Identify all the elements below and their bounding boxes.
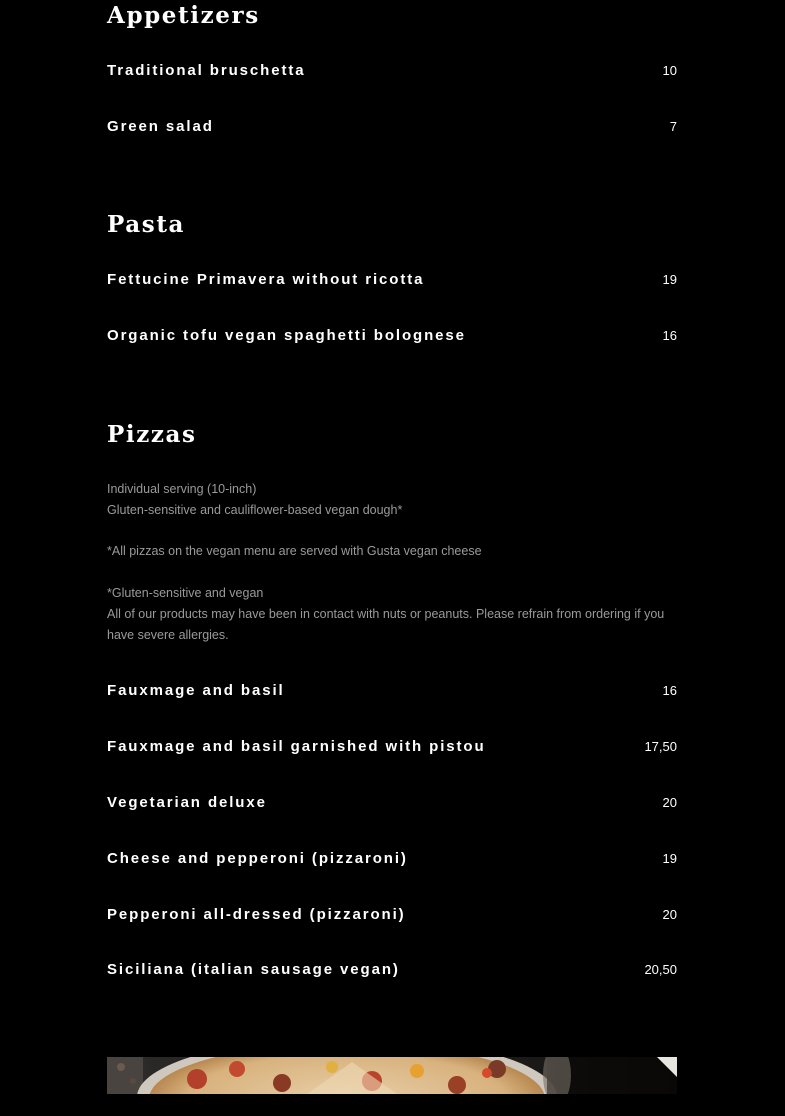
- menu-item-name: Cheese and pepperoni (pizzaroni): [107, 849, 408, 867]
- section-title-appetizers: Appetizers: [107, 2, 260, 29]
- menu-item-name: Traditional bruschetta: [107, 61, 306, 79]
- menu-item-name: Fauxmage and basil garnished with pistou: [107, 737, 486, 755]
- menu-item: [107, 269, 677, 289]
- pizza-note-gluten: *Gluten-sensitive and vegan: [107, 586, 264, 600]
- menu-item: [107, 904, 677, 924]
- section-title-pizzas: Pizzas: [107, 421, 197, 448]
- menu-item-name: Vegetarian deluxe: [107, 793, 267, 811]
- menu-item: [107, 792, 677, 812]
- menu-item-name: Green salad: [107, 117, 214, 135]
- pizza-note-dough: Gluten-sensitive and cauliflower-based vegan dough*: [107, 503, 403, 517]
- menu-item: [107, 60, 677, 80]
- menu-item-price: 19: [662, 850, 677, 866]
- menu-item: [107, 848, 677, 868]
- menu-item-name: Pepperoni all-dressed (pizzaroni): [107, 905, 406, 923]
- menu-item-name: Organic tofu vegan spaghetti bolognese: [107, 326, 466, 344]
- menu-item-price: 20,50: [644, 961, 677, 977]
- menu-item-price: 20: [662, 794, 677, 810]
- section-title-pasta: Pasta: [107, 211, 186, 238]
- menu-item: [107, 736, 677, 756]
- pizza-note-cheese: *All pizzas on the vegan menu are served with Gusta vegan cheese: [107, 544, 482, 558]
- menu-item-price: 19: [662, 271, 677, 287]
- menu-item: [107, 959, 677, 979]
- menu-item: [107, 680, 677, 700]
- menu-item-name: Fauxmage and basil: [107, 681, 285, 699]
- menu-item-price: 16: [662, 327, 677, 343]
- menu-item-price: 10: [662, 62, 677, 78]
- menu-item: [107, 325, 677, 345]
- pizza-note-serving: Individual serving (10-inch): [107, 482, 257, 496]
- menu-item-price: 17,50: [644, 738, 677, 754]
- menu-item-name: Siciliana (italian sausage vegan): [107, 960, 400, 978]
- menu-item-price: 16: [662, 682, 677, 698]
- menu-item-price: 7: [669, 118, 677, 134]
- pizza-note-allergy: All of our products may have been in contact with nuts or peanuts. Please refrain from ordering if you have severe allergies.: [107, 607, 665, 642]
- menu-item-price: 20: [662, 906, 677, 922]
- menu-item-name: Fettucine Primavera without ricotta: [107, 270, 425, 288]
- pizza-photo: [107, 1057, 677, 1094]
- menu-item: [107, 116, 677, 136]
